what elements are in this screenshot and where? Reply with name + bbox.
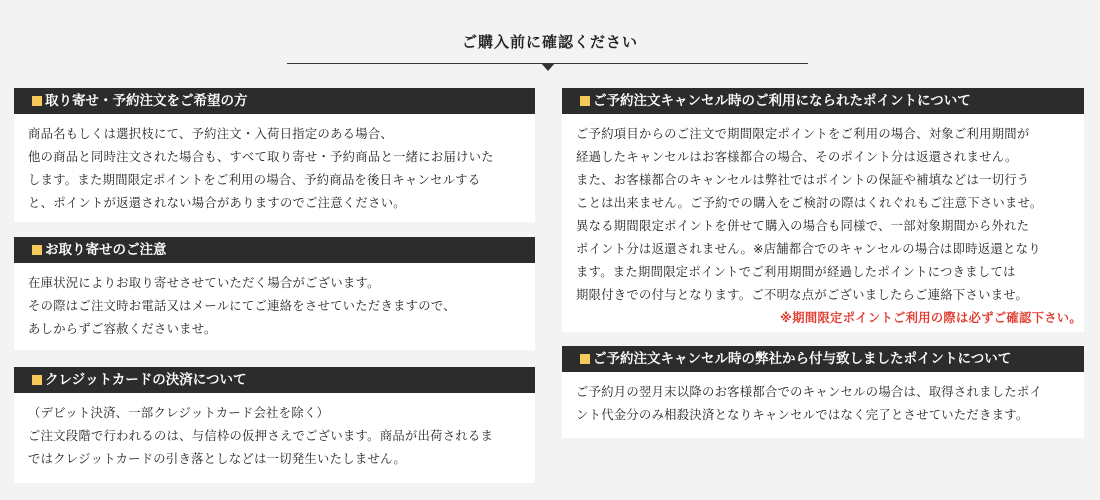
- section-body: [14, 393, 535, 479]
- heading-text: 取り寄せ・予約注文をご希望の方: [45, 93, 248, 109]
- body-line: ポイント分は返還されません。※店舗都合でのキャンセルの場合は即時返還となり: [576, 242, 1041, 256]
- body-line: （デビット決済、一部クレジットカード会社を除く）: [28, 406, 330, 420]
- body-line: 在庫状況によりお取り寄せさせていただく場合がございます。: [28, 276, 380, 290]
- page-title: ご購入前に確認ください: [461, 33, 638, 51]
- body-line: ご予約項目からのご注文で期間限定ポイントをご利用の場合、対象ご利用期間が: [576, 127, 1030, 141]
- section-cancel-used-points: [562, 88, 1084, 332]
- square-marker-icon: [580, 354, 590, 364]
- body-line: ご注文段階で行われるのは、与信枠の仮押さえでございます。商品が出荷されるま: [28, 429, 494, 443]
- body-line: ことは出来ません。ご予約での購入をご検討の際はくれぐれもご注意下さいませ。: [576, 196, 1043, 210]
- section-body: [562, 372, 1084, 435]
- section-order-notice: [14, 237, 535, 350]
- section-heading: [562, 88, 1084, 114]
- section-credit-card: [14, 367, 535, 483]
- section-cancel-granted-points: [562, 346, 1084, 438]
- body-line: ます。また期間限定ポイントでご利用期間が経過したポイントにつきましては: [576, 265, 1016, 279]
- section-body: [562, 114, 1084, 330]
- heading-text: クレジットカードの決済について: [45, 372, 247, 388]
- body-line: その際はご注文時お電話又はメールにてご連絡をさせていただきますので、: [28, 299, 456, 313]
- body-line: 商品名もしくは選択枝にて、予約注文・入荷日指定のある場合、: [28, 127, 394, 141]
- square-marker-icon: [32, 96, 42, 106]
- body-line: します。また期間限定ポイントをご利用の場合、予約商品を後日キャンセルする: [28, 173, 481, 187]
- down-arrow-icon: [541, 63, 555, 71]
- body-line: 経過したキャンセルはお客様都合の場合、そのポイント分は返還されません。: [576, 150, 1018, 164]
- body-line: あしからずご容赦くださいませ。: [28, 322, 217, 336]
- section-heading: [14, 237, 535, 263]
- body-line: ご予約月の翌月末以降のお客様都合でのキャンセルの場合は、取得されましたポイ: [576, 385, 1043, 399]
- section-heading: [14, 367, 535, 393]
- body-line: また、お客様都合のキャンセルは弊社ではポイントの保証や補填などは一切行う: [576, 173, 1030, 187]
- heading-text: お取り寄せのご注意: [45, 242, 167, 258]
- section-body: [14, 263, 535, 349]
- warning-note: ※期間限定ポイントご利用の際は必ずご確認下さい。: [780, 311, 1082, 325]
- square-marker-icon: [580, 96, 590, 106]
- section-reservation: [14, 88, 535, 222]
- heading-text: ご予約注文キャンセル時の弊社から付与致しましたポイントについて: [593, 351, 1012, 367]
- section-body: [14, 114, 535, 223]
- body-line: ではクレジットカードの引き落としなどは一切発生いたしません。: [28, 452, 406, 466]
- heading-text: ご予約注文キャンセル時のご利用になられたポイントについて: [593, 93, 971, 109]
- square-marker-icon: [32, 375, 42, 385]
- section-heading: [562, 346, 1084, 372]
- body-line: ント代金分のみ相殺決済となりキャンセルではなく完了とさせていただきます。: [576, 408, 1029, 422]
- body-line: 異なる期間限定ポイントを併せて購入の場合も同様で、一部対象期間から外れた: [576, 219, 1030, 233]
- section-heading: [14, 88, 535, 114]
- body-line: 期限付きでの付与となります。ご不明な点がございましたらご連絡下さいませ。: [576, 288, 1029, 302]
- body-line: と、ポイントが返還されない場合がありますのでご注意ください。: [28, 196, 406, 210]
- body-line: 他の商品と同時注文された場合も、すべて取り寄せ・予約商品と一緒にお届けいた: [28, 150, 494, 164]
- square-marker-icon: [32, 245, 42, 255]
